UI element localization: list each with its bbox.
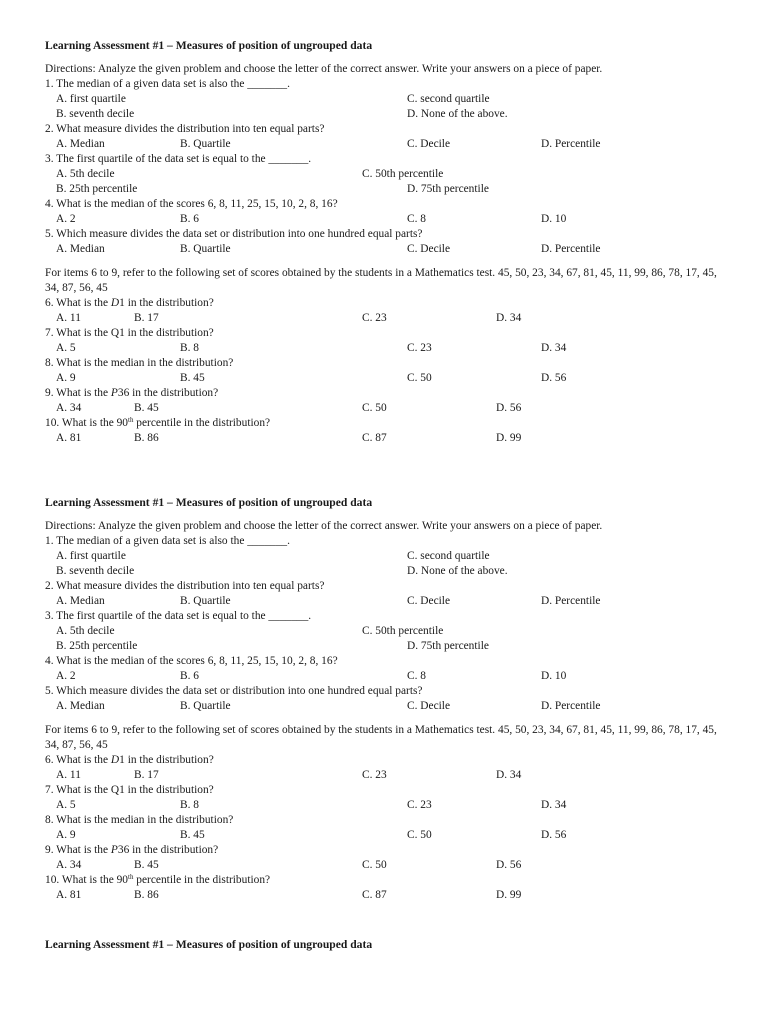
question-10: 10. What is the 90th percentile in the distribution?	[45, 873, 271, 886]
question-1-options-2	[45, 564, 725, 579]
question-3-options-2	[45, 182, 725, 197]
option-a: A. 81	[56, 889, 82, 901]
option-c: C. second quartile	[407, 550, 490, 562]
option-d: D. 99	[496, 889, 522, 901]
option-d: D. 56	[541, 829, 567, 841]
question-1: 1. The median of a given data set is also the _______.	[45, 535, 290, 547]
option-a: A. Median	[56, 595, 105, 607]
option-a: A. 11	[56, 312, 81, 324]
question-2: 2. What measure divides the distribution into ten equal parts?	[45, 580, 325, 592]
option-a: A. 5th decile	[56, 625, 115, 637]
option-d: D. 56	[496, 859, 522, 871]
option-d: D. 75th percentile	[407, 640, 489, 652]
question-9: 9. What is the P36 in the distribution?	[45, 844, 219, 856]
option-d: D. 34	[541, 799, 567, 811]
question-6-options	[45, 768, 725, 783]
option-a: A. 5th decile	[56, 168, 115, 180]
option-c: C. 23	[407, 342, 432, 354]
option-b: B. 25th percentile	[56, 183, 138, 195]
option-a: A. 81	[56, 432, 82, 444]
option-a: A. first quartile	[56, 550, 126, 562]
option-c: C. 8	[407, 213, 426, 225]
option-b: B. 8	[180, 799, 199, 811]
option-c: C. 87	[362, 432, 387, 444]
question-2: 2. What measure divides the distribution into ten equal parts?	[45, 123, 325, 135]
option-a: A. 5	[56, 799, 76, 811]
option-c: C. 50th percentile	[362, 625, 444, 637]
question-7-options	[45, 798, 725, 813]
question-3: 3. The first quartile of the data set is equal to the _______.	[45, 610, 312, 622]
option-a: A. 2	[56, 670, 76, 682]
question-8-options	[45, 828, 725, 843]
option-c: C. 23	[407, 799, 432, 811]
question-9: 9. What is the P36 in the distribution?	[45, 387, 219, 399]
items-instructions: For items 6 to 9, refer to the following set of scores obtained by the students in a Mathematics test. 45, 50, 23, 34, 67, 81, 45, 11, 99, 86, 78, 17, 45, 34, 87, 56, 45	[45, 724, 717, 751]
option-c: C. Decile	[407, 243, 451, 255]
question-4-options	[45, 669, 725, 684]
question-6: 6. What is the D1 in the distribution?	[45, 754, 214, 766]
option-d: D. 75th percentile	[407, 183, 489, 195]
option-c: C. 87	[362, 889, 387, 901]
option-c: C. Decile	[407, 700, 451, 712]
question-8-options	[45, 371, 725, 386]
option-d: D. Percentile	[541, 595, 601, 607]
option-c: C. Decile	[407, 595, 451, 607]
option-b: B. 17	[134, 769, 159, 781]
option-b: B. 86	[134, 889, 159, 901]
option-b: B. seventh decile	[56, 565, 135, 577]
option-a: A. first quartile	[56, 93, 126, 105]
question-6-options	[45, 311, 725, 326]
assessment-section-3	[45, 937, 725, 952]
option-c: C. 50	[362, 859, 387, 871]
question-3: 3. The first quartile of the data set is equal to the _______.	[45, 153, 312, 165]
question-9-options	[45, 401, 725, 416]
option-a: A. Median	[56, 138, 105, 150]
assessment-section-1	[45, 38, 725, 446]
question-1: 1. The median of a given data set is also the _______.	[45, 78, 290, 90]
option-d: D. 99	[496, 432, 522, 444]
option-d: D. Percentile	[541, 138, 601, 150]
option-b: B. 8	[180, 342, 199, 354]
option-c: C. Decile	[407, 138, 451, 150]
question-10: 10. What is the 90th percentile in the distribution?	[45, 416, 271, 429]
option-b: B. 17	[134, 312, 159, 324]
question-6: 6. What is the D1 in the distribution?	[45, 297, 214, 309]
assessment-title: Learning Assessment #1 – Measures of position of ungrouped data	[45, 496, 373, 509]
option-a: A. 9	[56, 829, 76, 841]
option-d: D. Percentile	[541, 700, 601, 712]
option-b: B. Quartile	[180, 595, 231, 607]
option-b: B. 45	[134, 402, 159, 414]
question-4-options	[45, 212, 725, 227]
question-3-options-2	[45, 639, 725, 654]
option-a: A. 34	[56, 859, 82, 871]
option-d: D. 34	[496, 312, 522, 324]
assessment-section-2	[45, 495, 725, 903]
option-d: D. None of the above.	[407, 108, 508, 120]
question-5-options	[45, 242, 725, 257]
question-8: 8. What is the median in the distribution?	[45, 814, 234, 826]
option-d: D. 56	[541, 372, 567, 384]
option-a: A. 5	[56, 342, 76, 354]
option-c: C. 23	[362, 769, 387, 781]
question-4: 4. What is the median of the scores 6, 8, 11, 25, 15, 10, 2, 8, 16?	[45, 655, 338, 667]
option-b: B. Quartile	[180, 243, 231, 255]
option-c: C. 50	[407, 829, 432, 841]
option-d: D. 10	[541, 213, 567, 225]
question-1-options-2	[45, 107, 725, 122]
option-b: B. 45	[180, 829, 205, 841]
question-5: 5. Which measure divides the data set or distribution into one hundred equal parts?	[45, 685, 423, 697]
directions-text: Directions: Analyze the given problem and choose the letter of the correct answer. Write your answers on a piece of paper.	[45, 520, 603, 532]
question-4: 4. What is the median of the scores 6, 8, 11, 25, 15, 10, 2, 8, 16?	[45, 198, 338, 210]
option-c: C. 50th percentile	[362, 168, 444, 180]
question-5: 5. Which measure divides the data set or distribution into one hundred equal parts?	[45, 228, 423, 240]
option-d: D. 56	[496, 402, 522, 414]
option-d: D. Percentile	[541, 243, 601, 255]
question-2-options	[45, 594, 725, 609]
option-a: A. Median	[56, 243, 105, 255]
option-b: B. seventh decile	[56, 108, 135, 120]
items-instructions: For items 6 to 9, refer to the following set of scores obtained by the students in a Mathematics test. 45, 50, 23, 34, 67, 81, 45, 11, 99, 86, 78, 17, 45, 34, 87, 56, 45	[45, 267, 717, 294]
option-a: A. Median	[56, 700, 105, 712]
question-1-options	[45, 549, 725, 564]
question-3-options	[45, 624, 725, 639]
option-a: A. 9	[56, 372, 76, 384]
directions-text: Directions: Analyze the given problem and choose the letter of the correct answer. Write your answers on a piece of paper.	[45, 63, 603, 75]
option-c: C. 23	[362, 312, 387, 324]
option-b: B. 25th percentile	[56, 640, 138, 652]
option-b: B. 6	[180, 213, 199, 225]
question-7: 7. What is the Q1 in the distribution?	[45, 327, 214, 339]
option-b: B. 45	[180, 372, 205, 384]
option-c: C. 8	[407, 670, 426, 682]
question-9-options	[45, 858, 725, 873]
option-d: D. 10	[541, 670, 567, 682]
question-3-options	[45, 167, 725, 182]
option-b: B. 6	[180, 670, 199, 682]
question-7-options	[45, 341, 725, 356]
option-a: A. 34	[56, 402, 82, 414]
option-a: A. 11	[56, 769, 81, 781]
option-b: B. Quartile	[180, 700, 231, 712]
option-b: B. 45	[134, 859, 159, 871]
question-2-options	[45, 137, 725, 152]
option-d: D. None of the above.	[407, 565, 508, 577]
option-b: B. 86	[134, 432, 159, 444]
option-c: C. 50	[362, 402, 387, 414]
option-d: D. 34	[541, 342, 567, 354]
assessment-title: Learning Assessment #1 – Measures of position of ungrouped data	[45, 938, 373, 951]
option-b: B. Quartile	[180, 138, 231, 150]
option-c: C. second quartile	[407, 93, 490, 105]
question-10-options	[45, 431, 725, 446]
question-8: 8. What is the median in the distribution?	[45, 357, 234, 369]
question-10-options	[45, 888, 725, 903]
option-c: C. 50	[407, 372, 432, 384]
option-a: A. 2	[56, 213, 76, 225]
assessment-title: Learning Assessment #1 – Measures of position of ungrouped data	[45, 39, 373, 52]
question-5-options	[45, 699, 725, 714]
question-7: 7. What is the Q1 in the distribution?	[45, 784, 214, 796]
question-1-options	[45, 92, 725, 107]
option-d: D. 34	[496, 769, 522, 781]
